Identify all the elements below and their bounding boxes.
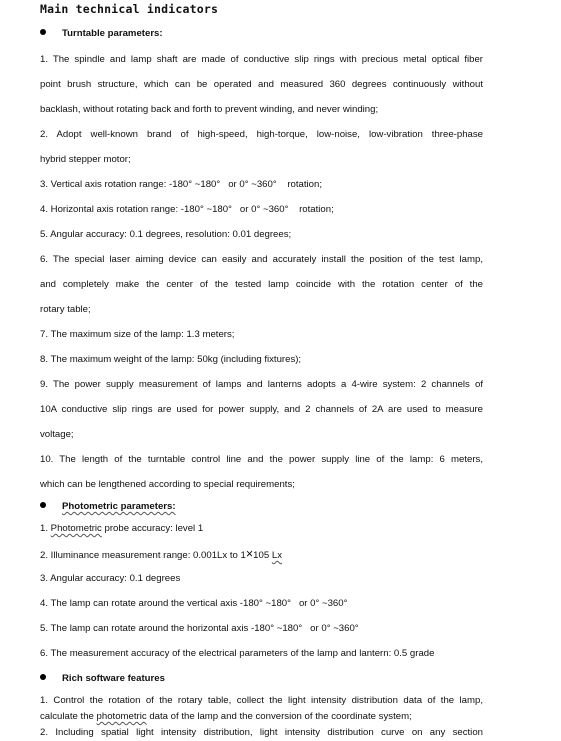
item-number: 1. bbox=[40, 523, 51, 534]
paragraph-line: backlash, without rotating back and forth to prevent winding, and never winding; bbox=[40, 104, 379, 115]
paragraph-line: 10A conductive slip rings are used for power supply, and 2 channels of 2A are used to measure bbox=[40, 404, 483, 415]
bullet-icon bbox=[40, 502, 46, 508]
paragraph-line: 6. The special laser aiming device can easily and accurately install the position of the test lamp, bbox=[40, 254, 483, 265]
item-text: data of the lamp and the conversion of the coordinate system; bbox=[146, 711, 412, 722]
paragraph-line: voltage; bbox=[40, 429, 74, 440]
paragraph-line: 3. Vertical axis rotation range: -180° ~180° or 0° ~360° rotation; bbox=[40, 179, 323, 190]
page-title: Main technical indicators bbox=[40, 2, 219, 16]
section-heading-photometric bbox=[40, 501, 176, 513]
paragraph-line: 1. The spindle and lamp shaft are made of conductive slip rings with precious metal optical fiber bbox=[40, 54, 483, 65]
bullet-icon bbox=[40, 29, 46, 35]
spellcheck-word: Photometric bbox=[50, 523, 102, 534]
paragraph-line bbox=[40, 711, 412, 723]
paragraph-line: hybrid stepper motor; bbox=[40, 154, 131, 165]
paragraph-line bbox=[40, 523, 203, 535]
paragraph-line: 5. The lamp can rotate around the horizontal axis -180° ~180° or 0° ~360° bbox=[40, 623, 359, 634]
section-heading-software bbox=[40, 673, 165, 685]
bullet-icon bbox=[40, 674, 46, 680]
item-text: 105 bbox=[253, 550, 272, 561]
spellcheck-word: Lx bbox=[271, 550, 282, 561]
paragraph-line: 7. The maximum size of the lamp: 1.3 meters; bbox=[40, 329, 235, 340]
paragraph-line: point brush structure, which can be operated and measured 360 degrees continuously without bbox=[40, 79, 483, 90]
paragraph-line: 8. The maximum weight of the lamp: 50kg (including fixtures); bbox=[40, 354, 302, 365]
section-heading-turntable bbox=[40, 28, 163, 40]
paragraph-line: 3. Angular accuracy: 0.1 degrees bbox=[40, 573, 181, 584]
paragraph-line: 1. Control the rotation of the rotary table, collect the light intensity distribution data of the lamp, bbox=[40, 695, 483, 706]
paragraph-line: and completely make the center of the tested lamp coincide with the rotation center of the bbox=[40, 279, 483, 290]
paragraph-line: 4. The lamp can rotate around the vertical axis -180° ~180° or 0° ~360° bbox=[40, 598, 348, 609]
item-text: probe accuracy: level 1 bbox=[101, 523, 204, 534]
paragraph-line: 2. Including spatial light intensity distribution, light intensity distribution curve on any section bbox=[40, 727, 483, 738]
times-sign: × bbox=[245, 547, 254, 561]
section-heading-label: Rich software features bbox=[62, 673, 165, 684]
item-text: calculate the bbox=[40, 711, 97, 722]
paragraph-line: rotary table; bbox=[40, 304, 91, 315]
paragraph-line: 5. Angular accuracy: 0.1 degrees, resolution: 0.01 degrees; bbox=[40, 229, 292, 240]
paragraph-line: which can be lengthened according to special requirements; bbox=[40, 479, 295, 490]
spellcheck-word: photometric bbox=[96, 711, 147, 722]
paragraph-line: 9. The power supply measurement of lamps and lanterns adopts a 4-wire system: 2 channels of bbox=[40, 379, 483, 390]
paragraph-line: 4. Horizontal axis rotation range: -180° ~180° or 0° ~360° rotation; bbox=[40, 204, 334, 215]
section-heading-label: Photometric parameters: bbox=[62, 501, 176, 512]
paragraph-line: 6. The measurement accuracy of the electrical parameters of the lamp and lantern: 0.5 grade bbox=[40, 648, 435, 659]
paragraph-line: 10. The length of the turntable control line and the power supply line of the lamp: 6 meters, bbox=[40, 454, 483, 465]
paragraph-line: 2. Adopt well-known brand of high-speed, high-torque, low-noise, low-vibration three-phase bbox=[40, 129, 483, 140]
section-heading-label: Turntable parameters: bbox=[62, 28, 163, 39]
paragraph-line bbox=[40, 548, 282, 562]
item-text: 2. Illuminance measurement range: 0.001Lx to 1 bbox=[40, 550, 246, 561]
